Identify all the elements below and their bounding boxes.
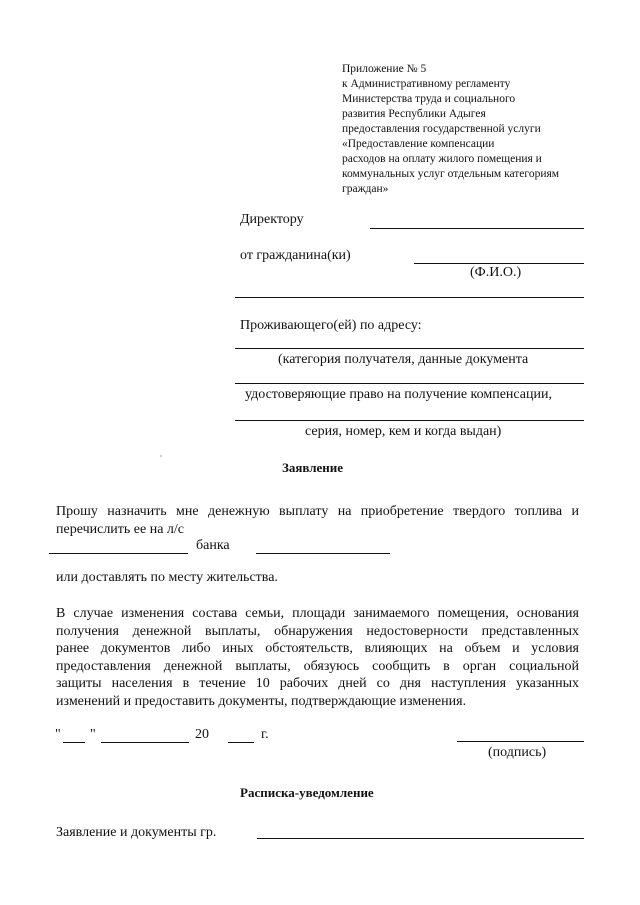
appendix-line: «Предоставление компенсации xyxy=(342,138,495,150)
from-citizen-label: от гражданина(ки) xyxy=(240,248,351,263)
receipt-title: Расписка-уведомление xyxy=(240,785,374,800)
appendix-line: к Административному регламенту xyxy=(342,78,511,90)
request-line-2: перечислить ее на л/с xyxy=(56,521,185,537)
residing-label: Проживающего(ей) по адресу: xyxy=(240,318,422,333)
bank-name-field[interactable] xyxy=(256,553,390,554)
date-open-quote: " xyxy=(55,727,61,742)
appendix-line: предоставления государственной услуги xyxy=(342,123,541,135)
receipt-name-field[interactable] xyxy=(257,838,584,839)
date-year-prefix: 20 xyxy=(195,727,209,742)
fio-hint: (Ф.И.О.) xyxy=(470,265,522,280)
delivery-line: или доставлять по месту жительства. xyxy=(56,570,278,585)
date-month-field[interactable] xyxy=(101,742,189,743)
date-year-field[interactable] xyxy=(228,742,254,743)
account-number-field[interactable] xyxy=(49,553,188,554)
category-field[interactable] xyxy=(235,383,584,384)
request-paragraph xyxy=(56,503,579,538)
date-close-quote: " xyxy=(90,727,96,742)
notice-line: ранее документов либо иных обстоятельств, влияющих на объем и условия xyxy=(56,641,579,656)
date-year-suffix: г. xyxy=(261,727,269,742)
series-hint: серия, номер, кем и когда выдан) xyxy=(305,424,502,439)
citizen-name-field-2[interactable] xyxy=(235,297,584,298)
appendix-line: Министерства труда и социального xyxy=(342,93,516,105)
document-field[interactable] xyxy=(235,420,584,421)
document-hint: удостоверяющие право на получение компенсации, xyxy=(245,387,552,402)
notice-paragraph xyxy=(56,605,579,710)
category-hint: (категория получателя, данные документа xyxy=(278,352,529,367)
notice-line: получения денежной выплаты, обнаружения недостоверности представленных xyxy=(56,623,579,639)
bank-label: банка xyxy=(196,538,230,553)
address-field[interactable] xyxy=(235,348,584,349)
date-day-field[interactable] xyxy=(63,742,85,743)
appendix-line: граждан» xyxy=(342,183,389,195)
director-label: Директору xyxy=(240,212,304,227)
notice-line: изменений и предоставить документы, подтверждающие изменения. xyxy=(56,693,467,709)
appendix-line: коммунальных услуг отдельным категориям xyxy=(342,168,560,180)
signature-field[interactable] xyxy=(457,741,584,742)
director-name-field[interactable] xyxy=(370,228,584,229)
statement-title: Заявление xyxy=(282,460,344,475)
receipt-docs-label: Заявление и документы гр. xyxy=(56,825,217,840)
notice-line: защиты населения в течение 10 рабочих дней со дня наступления указанных xyxy=(56,676,579,691)
signature-hint: (подпись) xyxy=(488,745,547,760)
appendix-header xyxy=(342,62,559,197)
scan-speck xyxy=(160,455,162,457)
appendix-line: развития Республики Адыгея xyxy=(342,108,486,120)
notice-line: предоставления денежной выплаты, обязуюсь сообщить в орган социальной xyxy=(56,658,579,674)
citizen-name-field[interactable] xyxy=(414,263,584,264)
request-line-1: Прошу назначить мне денежную выплату на приобретение твердого топлива и xyxy=(56,504,579,519)
notice-line: В случае изменения состава семьи, площади занимаемого помещения, основания xyxy=(56,606,579,621)
appendix-line: Приложение № 5 xyxy=(342,63,427,75)
appendix-line: расходов на оплату жилого помещения и xyxy=(342,153,542,165)
